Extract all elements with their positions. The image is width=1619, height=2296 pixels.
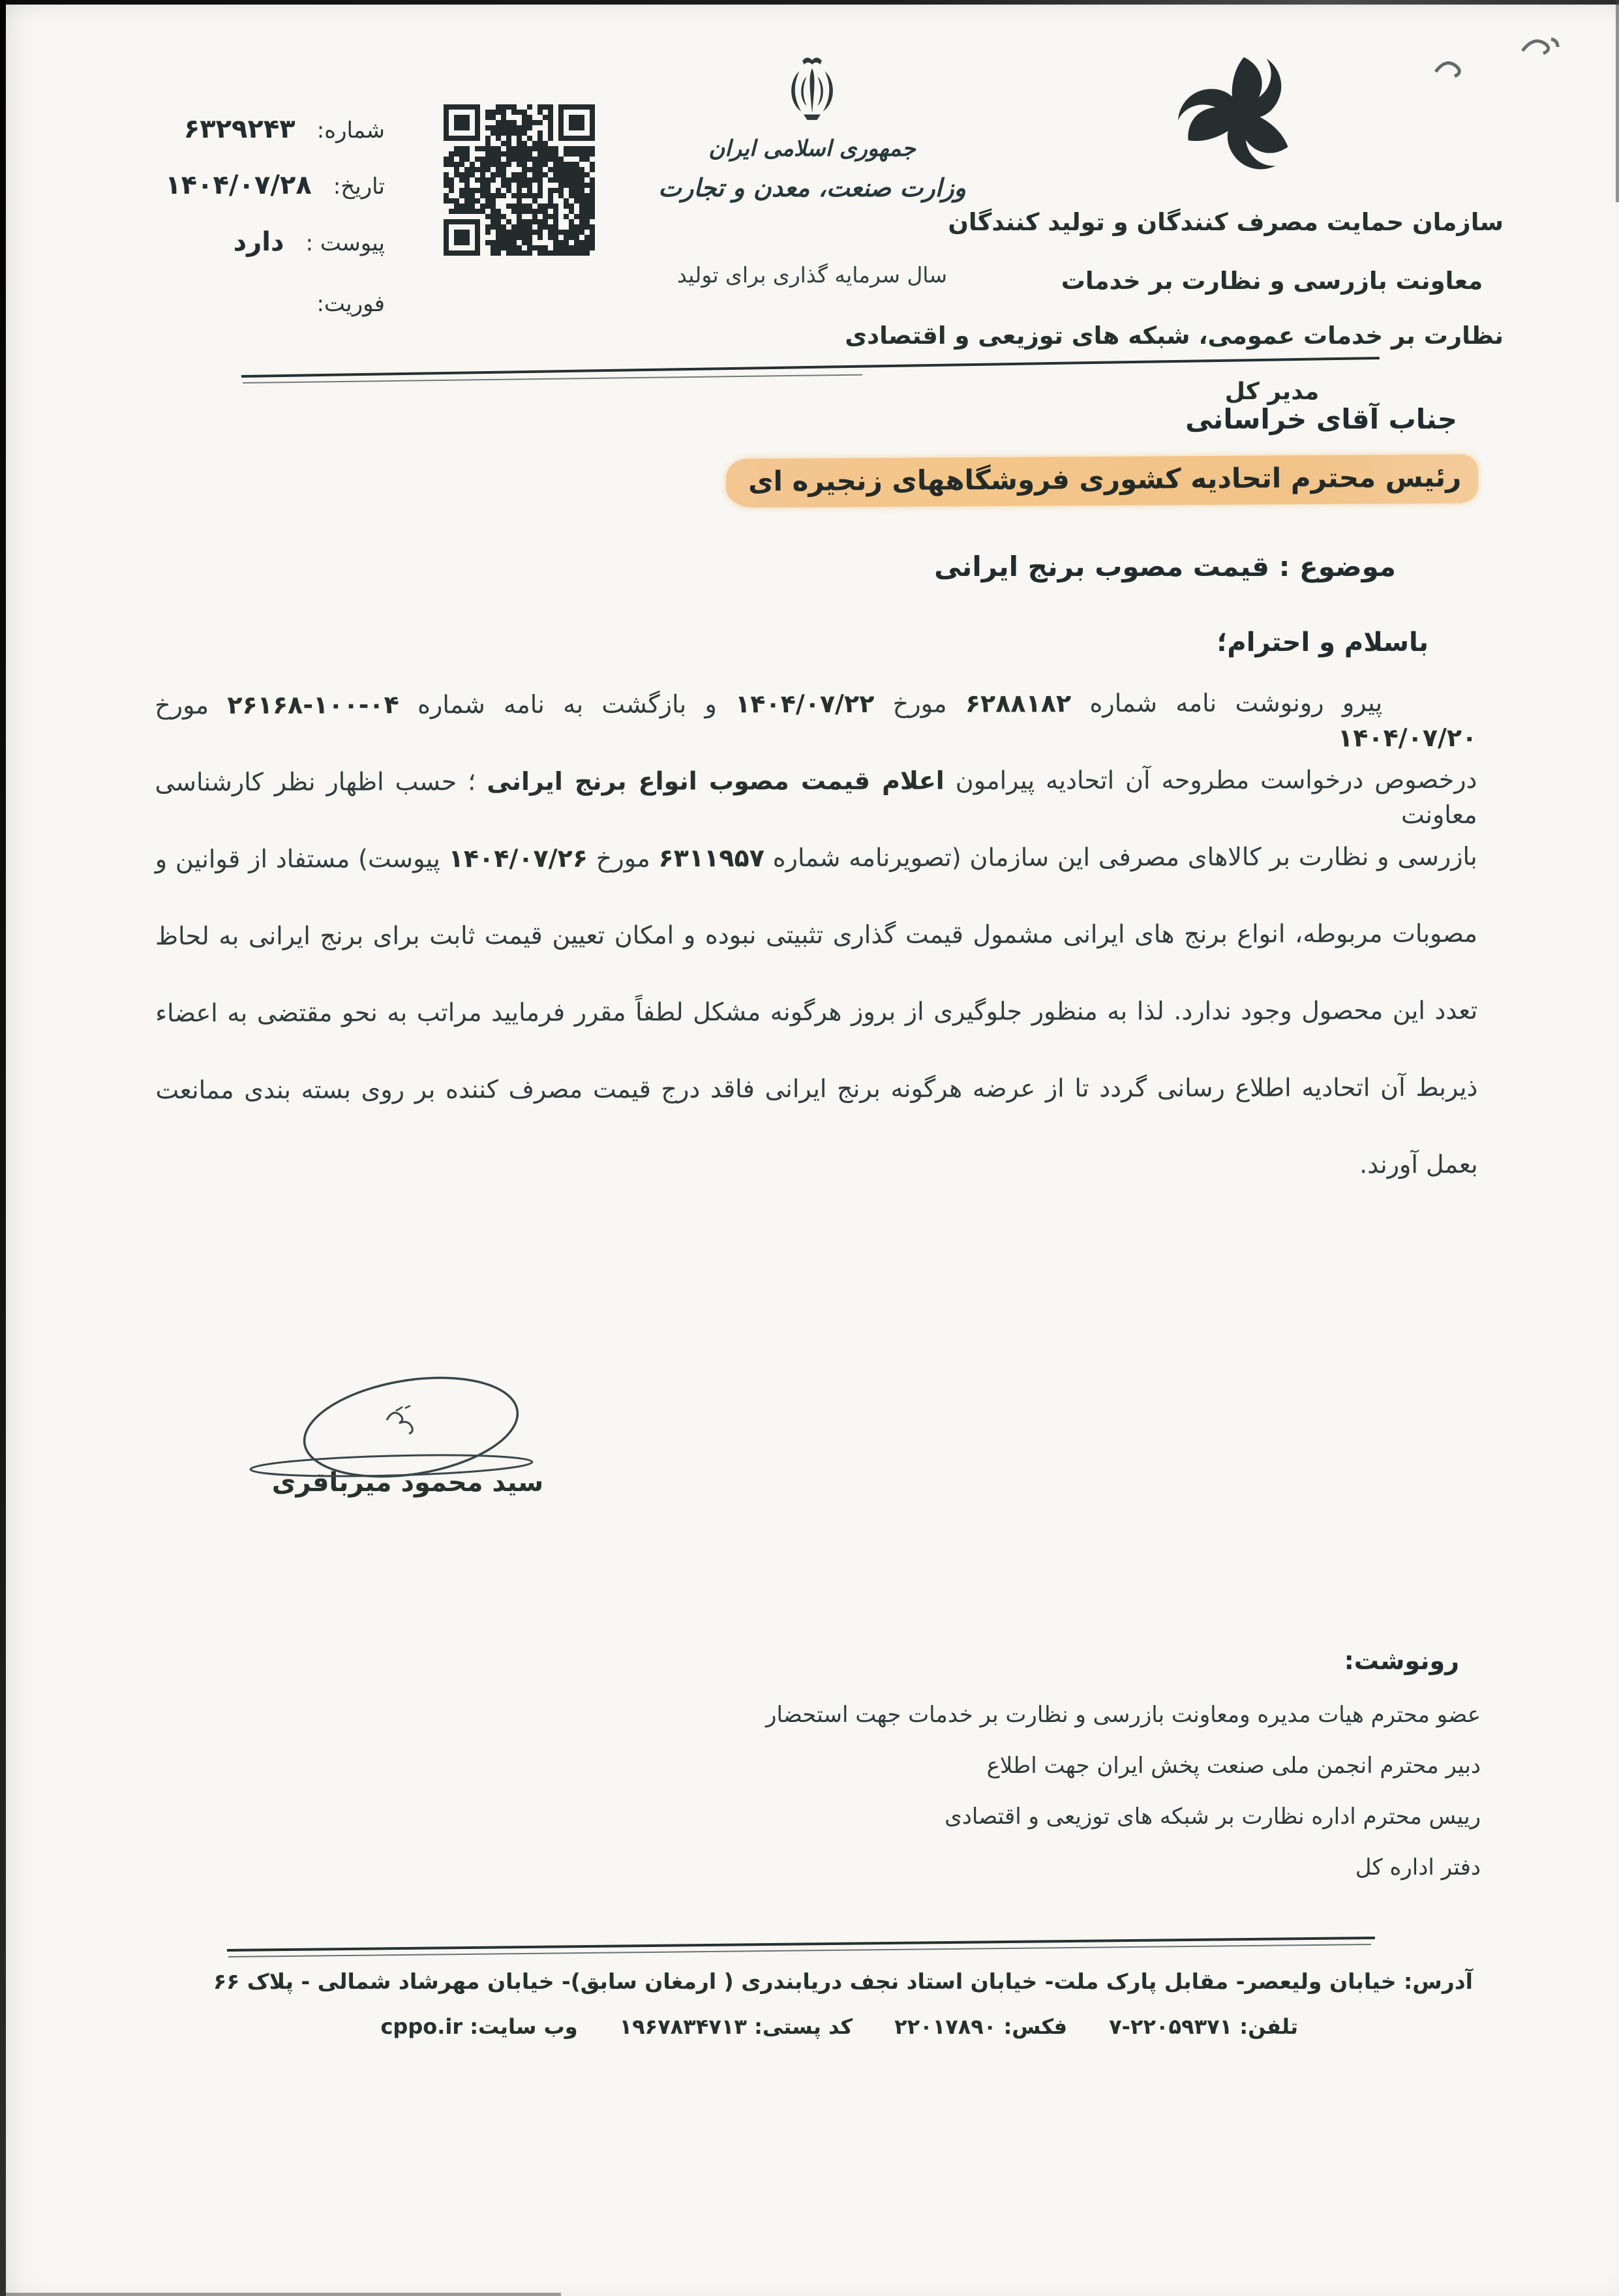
- contact-phone: تلفن: ۲۲۰۵۹۳۷۱-۷: [1109, 2014, 1298, 2039]
- body-text-segment: تعدد این محصول وجود ندارد. لذا به منظور جلوگیری از بروز هرگونه مشکل لطفاً مقرر فرمایید مراتب به نحو مقتضی به اعضاء: [155, 995, 1478, 1028]
- body-text-segment: ۱۴۰۴/۰۷/۲۲: [735, 689, 875, 719]
- body-text-segment: ؛ حسب اظهار نظر کارشناسی معاونت: [155, 767, 1477, 830]
- body-text-segment: بعمل آورند.: [1359, 1149, 1478, 1179]
- contact-website: وب سایت: cppo.ir: [380, 2014, 578, 2039]
- org-signer-role: مدیر کل: [1224, 378, 1320, 405]
- body-text-segment: ۰۴-۱۰۰-۲۶۱۶۸: [227, 690, 399, 719]
- cc-item: دفتر اداره کل: [1355, 1854, 1481, 1881]
- body-line: [155, 685, 1477, 764]
- letter-number-label: شماره:: [316, 117, 385, 144]
- body-line: [156, 1147, 1478, 1226]
- organization-logo-icon: [1177, 52, 1303, 177]
- letter-attachment-label: پیوست :: [305, 230, 385, 256]
- body-text-segment: درخصوص درخواست مطروحه آن اتحادیه پیرامون: [944, 764, 1477, 795]
- republic-title: جمهوری اسلامی ایران: [708, 136, 916, 162]
- ministry-title: وزارت صنعت، معدن و تجارت: [658, 174, 966, 202]
- org-department: نظارت بر خدمات عمومی، شبکه های توزیعی و اقتصادی: [845, 322, 1504, 350]
- body-text-segment: مورخ: [874, 689, 965, 718]
- cc-heading: رونوشت:: [1344, 1646, 1459, 1675]
- qr-code: [444, 104, 595, 256]
- org-deputy: معاونت بازرسی و نظارت بر خدمات: [1061, 267, 1483, 295]
- iran-emblem-icon: [778, 55, 846, 128]
- organization-header: [845, 52, 1504, 410]
- body-text-segment: بازرسی و نظارت بر کالاهای مصرفی این سازمان (تصویرنامه شماره: [764, 841, 1477, 873]
- recipient-title-row: [726, 457, 1478, 506]
- body-text-segment: ذیربط آن اتحادیه اطلاع رسانی گردد تا از عرضه هرگونه برنج ایرانی فاقد درج قیمت مصرف کننده بر روی بسته بندی ممانعت: [155, 1072, 1478, 1105]
- highlight-mark: رئیس محترم اتحادیه کشوری فروشگاههای زنجیره ای: [726, 454, 1479, 507]
- body-text-segment: ۱۴۰۴/۰۷/۲۰: [1337, 723, 1477, 753]
- cc-item: دبیر محترم انجمن ملی صنعت پخش ایران جهت اطلاع: [986, 1753, 1481, 1779]
- letter-urgency-row: [316, 287, 385, 325]
- body-text-segment: ۶۳۱۱۹۵۷: [658, 843, 764, 873]
- body-text-segment: اعلام قیمت مصوب انواع برنج ایرانی: [487, 766, 945, 796]
- body-line: [155, 916, 1477, 995]
- cc-item: عضو محترم هیات مدیره ومعاونت بازرسی و نظارت بر خدمات جهت استحضار: [766, 1702, 1481, 1728]
- letter-number-value: ۶۳۲۹۲۴۳: [183, 114, 295, 144]
- body-line: [155, 839, 1477, 918]
- letter-date-label: تاریخ:: [333, 174, 385, 200]
- body-text-segment: پیرو رونوشت نامه شماره: [1071, 688, 1383, 718]
- scan-edge-top: [0, 0, 1619, 5]
- letter-attachment-row: [234, 225, 385, 264]
- body-text-segment: مصوبات مربوطه، انواع برنج های ایرانی مشمول قیمت گذاری تثبیتی نبوده و امکان تعیین قیمت ثابت برای برنج ایرانی به لحاظ: [155, 918, 1477, 951]
- body-text-segment: مورخ: [587, 843, 659, 873]
- ministry-header: [649, 55, 975, 290]
- contact-fax: فکس: ۲۲۰۱۷۸۹۰: [894, 2014, 1068, 2039]
- scan-edge-left: [0, 0, 6, 2296]
- letter-date-row: [165, 168, 385, 207]
- footer-address: آدرس: خیابان ولیعصر- مقابل پارک ملت- خیابان استاد نجف دریابندری ( ارمغان سابق)- خیابان مهرشاد شمالی - پلاک ۶۶: [213, 1969, 1473, 1994]
- cc-item: رییس محترم اداره نظارت بر شبکه های توزیعی و اقتصادی: [945, 1804, 1481, 1830]
- staple-mark-icon: [1520, 31, 1562, 61]
- footer-contact-row: [380, 2014, 1298, 2039]
- subject-line: موضوع : قیمت مصوب برنج ایرانی: [934, 551, 1396, 582]
- body-text-segment: و بازگشت به نامه شماره: [399, 689, 736, 719]
- body-line: [155, 1070, 1477, 1149]
- body-line: [155, 762, 1477, 841]
- year-slogan: سال سرمایه گذاری برای تولید: [676, 262, 948, 288]
- signature-name: سید محمود میرباقری: [271, 1468, 544, 1498]
- body-line: [155, 993, 1477, 1072]
- scan-edge-right: [1616, 0, 1619, 202]
- recipient-name: جناب آقای خراسانی: [1185, 403, 1457, 435]
- org-name: سازمان حمایت مصرف کنندگان و تولید کنندگان: [948, 208, 1504, 236]
- contact-postal-code: کد پستی: ۱۹۶۷۸۳۴۷۱۳: [619, 2014, 853, 2039]
- letter-attachment-value: دارد: [233, 227, 284, 257]
- letter-number-row: [184, 112, 385, 151]
- footer-divider-echo: [228, 1944, 1371, 1957]
- body-text-segment: ۱۴۰۴/۰۷/۲۶: [448, 843, 588, 873]
- letter-urgency-label: فوریت:: [316, 291, 385, 317]
- signature-scribble-icon: [232, 1340, 597, 1503]
- body-text-segment: پیوست) مستفاد از قوانین و: [155, 844, 449, 874]
- body-paragraph: [155, 685, 1478, 1226]
- salutation: باسلام و احترام؛: [1217, 627, 1429, 657]
- body-text-segment: ۶۲۸۸۱۸۲: [965, 689, 1072, 718]
- body-text-segment: مورخ: [155, 690, 228, 720]
- cc-list: [766, 1700, 1481, 1903]
- scan-edge-bottom: [0, 2293, 561, 2296]
- letter-date-value: ۱۴۰۴/۰۷/۲۸: [165, 170, 312, 200]
